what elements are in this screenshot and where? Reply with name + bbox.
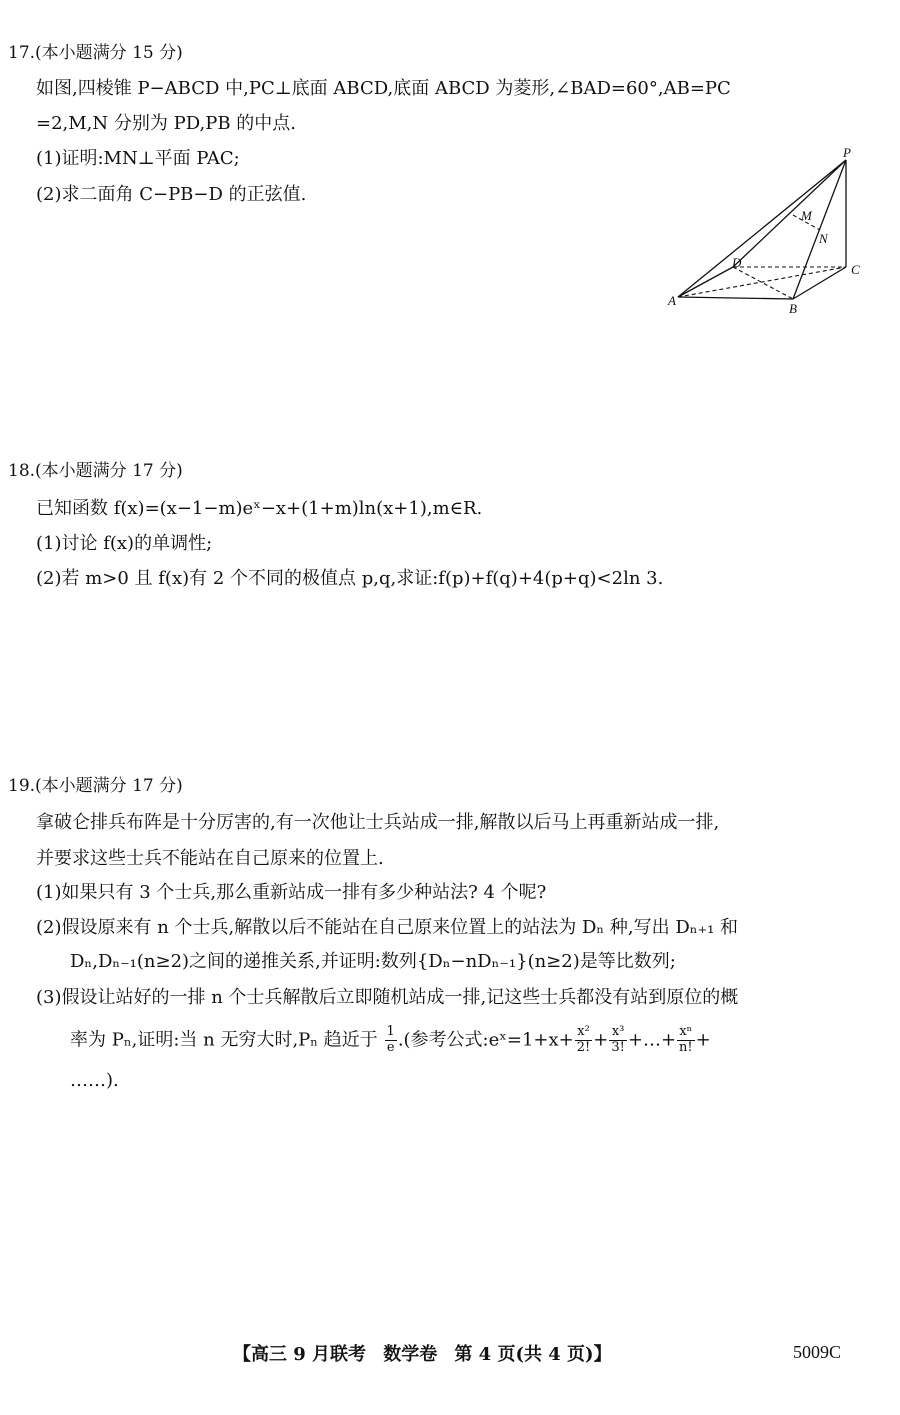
fraction-x2-over-2fact bbox=[575, 1025, 593, 1056]
q18-stem: 已知函数 f(x)=(x−1−m)eˣ−x+(1+m)ln(x+1),m∈R. bbox=[36, 498, 483, 519]
edge-PD bbox=[733, 160, 846, 267]
fraction-xn-over-nfact bbox=[677, 1025, 695, 1056]
label-B: B bbox=[789, 301, 797, 316]
q18-part2: (2)若 m>0 且 f(x)有 2 个不同的极值点 p,q,求证:f(p)+f(q)+4(p+q)<2ln 3. bbox=[36, 568, 664, 589]
q17-points: (本小题满分 15 分) bbox=[35, 43, 183, 63]
fraction-x3-over-3fact bbox=[609, 1025, 627, 1056]
label-P: P bbox=[843, 145, 851, 160]
series-dots: +…+ bbox=[627, 1029, 677, 1051]
label-C: C bbox=[851, 262, 860, 277]
footer-bracket-close: 】 bbox=[593, 1344, 612, 1365]
q19-part3-line1: (3)假设让站好的一排 n 个士兵解散后立即随机站成一排,记这些士兵都没有站到原位的概 bbox=[36, 987, 739, 1008]
page-footer bbox=[233, 1340, 612, 1366]
fraction-numerator: x² bbox=[575, 1025, 593, 1041]
q18-points: (本小题满分 17 分) bbox=[35, 461, 183, 481]
label-M: M bbox=[801, 208, 812, 223]
plus-sign-end: + bbox=[695, 1029, 711, 1051]
fraction-denominator: n! bbox=[679, 1039, 693, 1055]
q19-stem-line2: 并要求这些士兵不能站在自己原来的位置上. bbox=[36, 848, 384, 869]
fraction-numerator: x³ bbox=[609, 1025, 627, 1041]
q19-part2-line1: (2)假设原来有 n 个士兵,解散以后不能站在自己原来位置上的站法为 Dₙ 种,写出 Dₙ₊₁ 和 bbox=[36, 917, 739, 938]
q17-stem-line1: 如图,四棱锥 P−ABCD 中,PC⊥底面 ABCD,底面 ABCD 为菱形,∠BAD=60°,AB=PC bbox=[36, 78, 731, 99]
fraction-denominator: 2! bbox=[576, 1039, 591, 1055]
pyramid-figure bbox=[660, 143, 875, 323]
q17-stem-line2: =2,M,N 分别为 PD,PB 的中点. bbox=[36, 113, 297, 134]
q19-part2-line2: Dₙ,Dₙ₋₁(n≥2)之间的递推关系,并证明:数列{Dₙ−nDₙ₋₁}(n≥2)是等比数列; bbox=[70, 951, 676, 972]
label-N: N bbox=[819, 231, 828, 246]
hidden-diagonal-DB bbox=[733, 267, 793, 299]
label-A: A bbox=[668, 293, 676, 308]
q19-part3-text-a: 率为 Pₙ,证明:当 n 无穷大时,Pₙ 趋近于 bbox=[70, 1029, 378, 1051]
fraction-one-over-e bbox=[385, 1025, 397, 1056]
footer-bracket-open: 【 bbox=[233, 1344, 251, 1365]
q19-part3-line3: ……). bbox=[70, 1070, 119, 1091]
q17-number: 17. bbox=[8, 43, 36, 63]
q18-header bbox=[8, 461, 183, 481]
edge-AD bbox=[678, 267, 733, 297]
q17-part2: (2)求二面角 C−PB−D 的正弦值. bbox=[36, 184, 307, 205]
q19-stem-line1: 拿破仑排兵布阵是十分厉害的,有一次他让士兵站成一排,解散以后马上再重新站成一排, bbox=[36, 812, 720, 833]
q19-part1: (1)如果只有 3 个士兵,那么重新站成一排有多少种站法? 4 个呢? bbox=[36, 882, 547, 903]
plus-sign: + bbox=[593, 1029, 609, 1051]
fraction-denominator: 3! bbox=[611, 1039, 625, 1055]
edge-PA bbox=[678, 160, 846, 297]
q19-header bbox=[8, 776, 183, 796]
footer-subject: 数学卷 bbox=[383, 1344, 438, 1365]
q19-points: (本小题满分 17 分) bbox=[35, 776, 183, 796]
q18-part1: (1)讨论 f(x)的单调性; bbox=[36, 533, 213, 554]
fraction-denominator: e bbox=[386, 1039, 395, 1055]
q19-part3-line2 bbox=[70, 1025, 711, 1056]
q17-part1: (1)证明:MN⊥平面 PAC; bbox=[36, 148, 240, 169]
paper-code: 5009C bbox=[793, 1342, 842, 1362]
footer-page: 第 4 页(共 4 页) bbox=[454, 1344, 594, 1365]
label-D: D bbox=[732, 255, 742, 270]
q17-header bbox=[8, 43, 183, 63]
footer-exam: 高三 9 月联考 bbox=[251, 1344, 367, 1365]
fraction-numerator: xⁿ bbox=[677, 1025, 695, 1041]
edge-AB bbox=[678, 297, 793, 299]
q18-number: 18. bbox=[8, 461, 36, 481]
fraction-numerator: 1 bbox=[386, 1024, 395, 1039]
q19-part3-text-b: .(参考公式:eˣ=1+x+ bbox=[397, 1029, 574, 1051]
q19-number: 19. bbox=[8, 776, 36, 796]
